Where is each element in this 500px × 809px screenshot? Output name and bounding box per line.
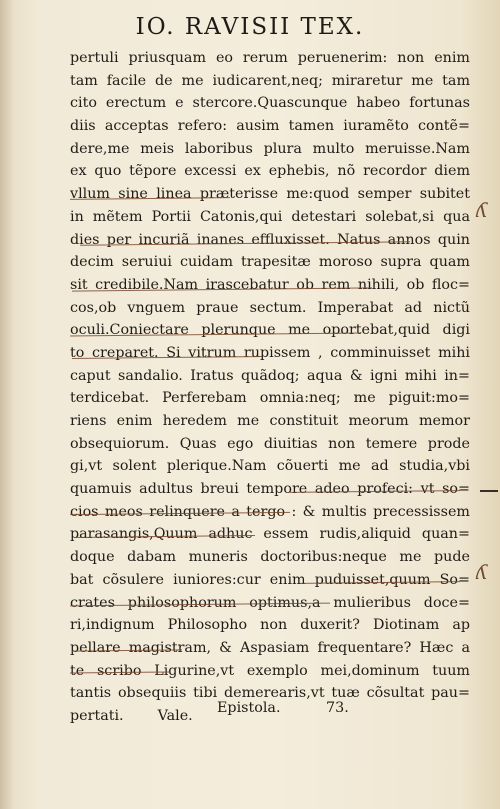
- text-line: cios meos relinquere a tergo : & multis precessissem: [70, 503, 470, 520]
- text-line: pertuli priusquam eo rerum peruenerim: non enim: [70, 50, 470, 66]
- text-line: dies per incuriã inanes effluxisset. Natus annos quin: [70, 231, 470, 248]
- text-line: doque dabam muneris doctoribus:neque me pude: [70, 549, 470, 566]
- page-footer: [0, 700, 500, 724]
- text-line: terdicebat. Perferebam omnia:neq; me piguit:mo=: [70, 390, 470, 407]
- margin-dash-mark: [480, 490, 498, 492]
- text-line: to creparet. Si vitrum rupissem , comminuisset mihi: [70, 344, 470, 361]
- text-line: parasangis,Quum adhuc essem rudis,aliquid quan=: [70, 526, 470, 543]
- text-line: oculi.Coniectare plerunque me oportebat,quid digi: [70, 322, 470, 339]
- text-line: pellare magistram, & Aspasiam frequentare? Hæc a: [70, 639, 470, 656]
- text-line: crates philosophorum optimus,a mulieribus doce=: [70, 594, 470, 611]
- text-line: tantis obsequiis tibi demerearis,vt tuæ cõsultat pau=: [70, 685, 470, 702]
- body-text: [70, 47, 470, 728]
- margin-annotation-mark: ʎ: [476, 560, 488, 584]
- text-line: sit credibile.Nam irascebatur ob rem nihili, ob floc=: [70, 276, 470, 293]
- text-line: obsequiorum. Quas ego diuitias non temere prode: [70, 435, 470, 452]
- text-line: in mẽtem Portii Catonis,qui detestari solebat,si qua: [70, 208, 470, 225]
- signature-mark: 73.: [326, 700, 349, 716]
- text-line: diis acceptas refero: ausim tamen iuramẽto contẽ=: [70, 118, 470, 135]
- text-line: cito erectum e stercore.Quascunque habeo fortunas: [70, 95, 470, 112]
- final-line-text: pertati.: [70, 707, 124, 724]
- text-line: dere,me meis laboribus plura multo meruisse.Nam: [70, 140, 470, 157]
- text-line: decim seruiui cuidam trapesitæ moroso supra quam: [70, 254, 470, 271]
- text-line: gi,vt solent plerique.Nam cõuerti me ad studia,vbi: [70, 458, 470, 475]
- text-line: te scribo Ligurine,vt exemplo mei,dominum tuum: [70, 662, 470, 679]
- running-head: IO. RAVISII TEX.: [135, 14, 365, 40]
- margin-annotation-mark: ʎ: [476, 198, 488, 222]
- text-line: vllum sine linea præterisse me:quod semper subitet: [70, 186, 470, 203]
- catchword: Epistola.: [217, 700, 281, 716]
- text-line: caput sandalio. Iratus quãdoq; aqua & igni mihi in=: [70, 367, 470, 384]
- text-line: bat cõsulere iuniores:cur enim puduisset,quum So=: [70, 571, 470, 588]
- text-line: riens enim heredem me constituit meorum memor: [70, 413, 470, 429]
- text-line: ri,indignum Philosopho non duxerit? Diotinam ap: [70, 617, 470, 634]
- closing-vale: Vale.: [157, 707, 193, 724]
- text-line: quamuis adultus breui tempore adeo profeci: vt so=: [70, 481, 470, 498]
- text-line: tam facile de me iudicarent,neq; miraretur me tam: [70, 72, 470, 89]
- text-line: ex quo tẽpore excessi ex ephebis, nõ recordor diem: [70, 163, 470, 180]
- text-line: cos,ob vnguem praue sectum. Imperabat ad nictũ: [70, 299, 470, 316]
- gutter-shadow: [0, 0, 14, 809]
